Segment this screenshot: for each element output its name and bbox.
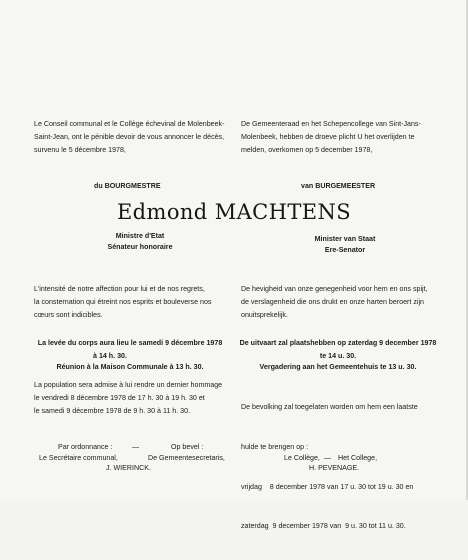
fr-reunion: Réunion à la Maison Communale à 13 h. 30. (56, 363, 204, 371)
fr-affection-line: cœurs sont indicibles. (34, 311, 103, 320)
sign-left-nl-1: Op bevel : (171, 443, 204, 451)
nl-bevolking-line: De bevolking zal toegelaten worden om hem een laatste (241, 403, 418, 412)
nl-affection-line: de verslagenheid die ons drukt en onze harten beroert zijn (241, 298, 424, 307)
nl-affection-line: onuitsprekelijk. (241, 311, 288, 320)
sign-left-nl-2: De Gemeentesecretaris, (148, 454, 225, 462)
nl-bevolking-line: hulde te brengen op : (241, 443, 309, 452)
fr-levee (30, 337, 230, 363)
fr-intro-line: survenu le 5 décembre 1978, (34, 146, 126, 155)
fr-affection-line: la consternation qui étreint nos esprits et bouleverse nos (34, 298, 212, 307)
nl-uitvaart-line: te 14 u. 30. (319, 352, 357, 361)
nl-vergadering: Vergadering aan het Gemeentehuis te 13 u. 30. (259, 363, 417, 371)
fr-population-line: La population sera admise à lui rendre un dernier hommage (34, 381, 223, 389)
nl-intro-line: Molenbeek, hebben de droeve plicht U het overlijden te (241, 133, 415, 142)
nl-bevolking-line: zaterdag 9 december 1978 van 9 u. 30 tot 11 u. 30. (241, 522, 406, 531)
nl-role: Minister van Staat (314, 235, 376, 243)
nl-intro (241, 118, 437, 158)
fr-affection (34, 283, 226, 323)
fr-levee-line: à 14 h. 30. (93, 352, 127, 361)
fr-title: du BOURGMESTRE (94, 182, 161, 190)
sign-left-fr-2: Le Secrétaire communal, (39, 454, 118, 462)
fr-levee-line: La levée du corps aura lieu le samedi 9 décembre 1978 (37, 339, 223, 347)
fr-roles (90, 231, 190, 253)
nl-roles (295, 234, 395, 256)
sign-left-fr-1: Par ordonnance : (58, 443, 113, 451)
fr-role: Sénateur honoraire (107, 243, 173, 251)
fr-intro (34, 118, 226, 158)
nl-role: Ere-Senator (324, 246, 366, 254)
fr-population (34, 379, 226, 419)
nl-title: van BURGEMEESTER (301, 182, 376, 190)
fr-role: Ministre d'Etat (115, 232, 165, 240)
deceased-name: Edmond MACHTENS (116, 200, 352, 224)
nl-uitvaart (238, 337, 438, 363)
nl-uitvaart-line: De uitvaart zal plaatshebben op zaterdag 9 december 1978 (239, 339, 437, 347)
fr-population-line: le samedi 9 décembre 1978 de 9 h. 30 à 11 h. 30. (34, 407, 191, 416)
fr-intro-line: Saint-Jean, ont le pénible devoir de vous annoncer le décès, (34, 133, 225, 142)
sign-left-dash: — (132, 443, 140, 451)
sign-right-fr: Le Collège, (284, 454, 320, 462)
nl-bevolking-line: vrijdag 8 december 1978 van 17 u. 30 tot 19 u. 30 en (241, 482, 414, 491)
sign-right-dash: — (324, 454, 332, 462)
nl-intro-line: melden, overkomen op 5 december 1978, (241, 146, 373, 155)
nl-intro-line: De Gemeenteraad en het Schepencollege van Sint-Jans- (241, 120, 421, 128)
fr-population-line: le vendredi 8 décembre 1978 de 17 h. 30 à 19 h. 30 et (34, 394, 205, 403)
fr-affection-line: L'intensité de notre affection pour lui et de nos regrets, (34, 285, 205, 293)
fr-intro-line: Le Conseil communal et le Collège échevinal de Molenbeek- (34, 120, 225, 128)
nl-affection-line: De hevigheid van onze genegenheid voor hem en ons spijt, (241, 285, 428, 293)
secretary-name: J. WIERINCK. (106, 464, 151, 472)
nl-affection (241, 283, 437, 323)
mayor-name: H. PEVENAGE. (309, 464, 360, 472)
sign-right-nl: Het College, (338, 454, 378, 462)
